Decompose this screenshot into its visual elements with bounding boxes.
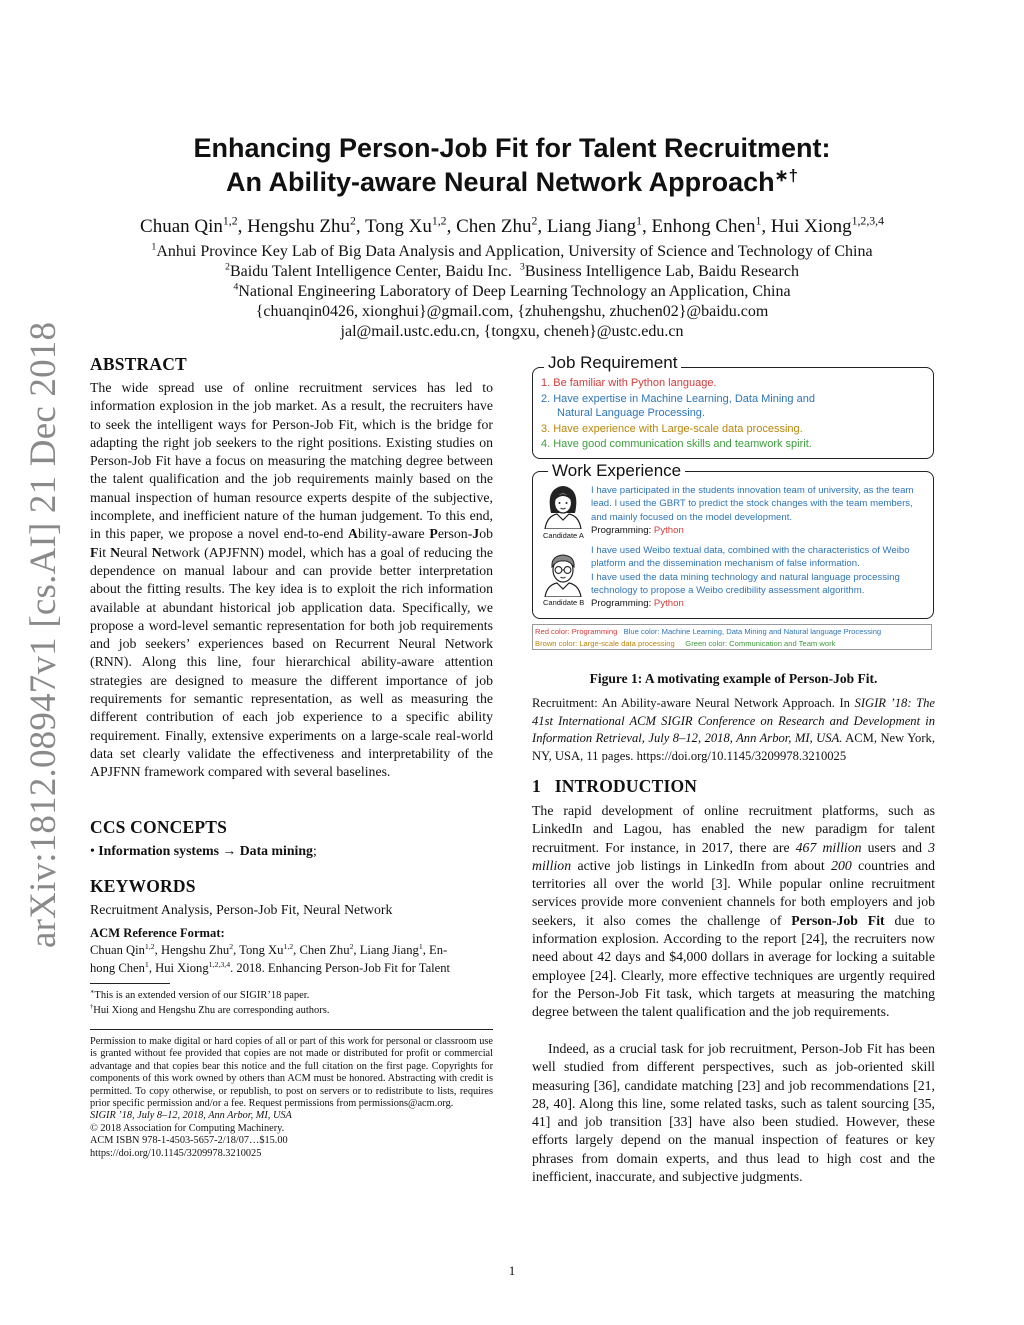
acm-reference-heading: ACM Reference Format: — [90, 926, 225, 940]
acm-reference-continuation: Recruitment: An Ability-aware Neural Network Approach. In SIGIR ’18: The 41st International ACM SIGIR Conference on Research and Development in Information Retrieval, July 8–12, 2018, Ann Arbor, MI, USA. ACM, New York, NY, USA, 11 pages. https://doi.org/10.1145/3209978.3210025 — [532, 696, 935, 763]
candidate-a-avatar-icon — [541, 483, 585, 529]
ccs-concepts: • Information systems → Data mining; — [90, 843, 317, 858]
paper-title-line2 — [60, 165, 964, 199]
legend-blue: Blue color: Machine Learning, Data Mining and Natural language Processing — [623, 627, 882, 636]
paper-title-line1: Enhancing Person-Job Fit for Talent Recruitment: — [193, 133, 831, 163]
author: Hui Xiong$^{1,2,3,4}$ — [770, 214, 884, 237]
author: Enhong Chen$^1$, — [651, 214, 771, 237]
candidate-b-avatar-icon — [541, 549, 585, 597]
abstract-heading: ABSTRACT — [90, 354, 187, 374]
emails-1: {chuanqin0426, xionghui}@gmail.com, {zhuhengshu, zhuchen02}@baidu.com — [255, 303, 769, 320]
author: Hengshu Zhu$^2$, — [247, 214, 366, 237]
abstract-body: The wide spread use of online recruitment services has led to information explosion in the job market. As a result, the recruiters have to seek the intelligent ways for Person-Job Fit, which is the bridge for adapting the right job seekers to the right positions. Existing studies on Person-Job Fit have a focus on measuring the matching degree between the talent qualification and the job requirements mainly based on the manual inspection of human resource experts despite of the subjective, incomplete, and inefficient nature of the human judgement. To this end, in this paper, we propose a novel end-to-end Ability-aware Person-Job Fit Neural Network (APJFNN) model, which has a goal of reducing the dependence on manual labour and can provide better interpretation about the fitting results. The key idea is to exploit the rich information available at abundant historical job application data. Specifically, we propose a word-level semantic representation for both job requirements and job seekers’ experiences based on Recurrent Neural Network (RNN). Along this line, four hierarchical ability-aware attention strategies are designed to measure the different importance of job requirements for semantic representation, as well as measuring the different contribution of each job experience to a specific ability requirement. Finally, extensive experiments on a large-scale real-world data set clearly validate the effectiveness and interpretability of the APJFNN framework compared with several baselines. — [90, 380, 493, 780]
candidate-b-programming: Programming: Python — [591, 598, 684, 609]
legend-green: Green color: Communication and Team work — [685, 639, 836, 648]
requirement-2b: Natural Language Processing. — [557, 407, 705, 419]
requirement-2a: 2. Have expertise in Machine Learning, Data Mining and — [541, 393, 815, 405]
candidate-a-label: Candidate A — [543, 531, 584, 540]
ccs-heading: CCS CONCEPTS — [90, 817, 228, 837]
figure-legend — [532, 624, 932, 650]
acm-reference-authors: Chuan Qin$^{1,2}$, Hengshu Zhu$^2$, Tong Xu$^{1,2}$, Chen Zhu$^2$, Liang Jiang$^1$, En- hong Chen$^1$, Hui Xiong$^{1,2,3,4}$. 2018. Enhancing Person-Job Fit for Talent — [90, 941, 451, 975]
keywords-heading: KEYWORDS — [90, 876, 196, 896]
candidate-b-experience-1: I have used Weibo textual data, combined with the characteristics of Weibo platform and the dissemination mechanism of false information. — [591, 545, 910, 570]
introduction-paragraph-1: The rapid development of online recruitment platforms, such as LinkedIn and Lagou, has enabled the new paradigm for talent recruitment. For instance, in 2017, there are 467 million users and 3 million active job listings in LinkedIn from about 200 countries and territories all over the world [3]. While popular online recruitment services provide more convenient channels for both employers and job seekers, it also comes the challenge of Person-Job Fit due to information explosion. According to the report [24], the recruiters now need about 42 days and $4,000 dollars in average for locking a suitable employee [24]. Clearly, more effective techniques are urgently required for the Person-Job Fit task, which targets at measuring the matching degree between the talent qualification and the job requirements. — [532, 803, 935, 1020]
title-marks: ∗† — [774, 166, 798, 185]
footnote-2: †Hui Xiong and Hengshu Zhu are corresponding authors. — [90, 1003, 330, 1016]
introduction-heading: 1 INTRODUCTION — [532, 776, 698, 796]
page-number: 1 — [508, 1263, 516, 1278]
author-list — [40, 216, 984, 238]
author: Chen Zhu$^2$, — [456, 214, 547, 237]
introduction-paragraph-2: Indeed, as a crucial task for job recruitment, Person-Job Fit has been well studied from different perspectives, such as job-oriented skill measuring [36], candidate matching [23] and job recommendations [21, 28, 40]. Along this line, some related tasks, such as talent sourcing [35, 41] and job transition [33] have also been studied. However, these efforts largely depend on the manual inspection of features or key phrases from domain experts, and thus lead to high cost and the inefficient, inaccurate, and subjective judgments. — [532, 1041, 935, 1185]
requirement-1: 1. Be familiar with Python language. — [541, 377, 717, 389]
permission-rule — [90, 1029, 493, 1030]
requirement-4: 4. Have good communication skills and teamwork spirit. — [541, 438, 812, 450]
candidate-b-experience-2: I have used the data mining technology and natural language processing technology to propose a Weibo credibility assessment algorithm. — [591, 572, 900, 597]
job-requirement-label: Job Requirement — [544, 353, 681, 373]
author: Liang Jiang$^1$, — [546, 214, 652, 237]
emails-2: jal@mail.ustc.edu.cn, {tongxu, cheneh}@ustc.edu.cn — [340, 323, 684, 340]
candidate-b-label: Candidate B — [543, 598, 585, 607]
arxiv-stamp: arXiv:1812.08947v1 [cs.AI] 21 Dec 2018 — [23, 321, 64, 948]
requirement-3: 3. Have experience with Large-scale data processing. — [541, 423, 803, 435]
candidate-a-programming: Programming: Python — [591, 525, 684, 536]
affiliation-2-3: $^2$Baidu Talent Intelligence Center, Baidu Inc. $^3$Business Intelligence Lab, Baidu Research — [225, 261, 799, 280]
author: Chuan Qin$^{1,2}$, — [140, 214, 248, 237]
candidate-a-experience: I have participated in the students innovation team of university, as the team lead. I used the GBRT to predict the stock changes with the team members, and mainly focused on the model development. — [591, 485, 914, 523]
keywords-text: Recruitment Analysis, Person-Job Fit, Neural Network — [90, 902, 393, 917]
legend-red: Red color: Programming — [535, 627, 618, 636]
title-line2-text: An Ability-aware Neural Network Approach — [226, 167, 775, 197]
affiliation-4: $^4$National Engineering Laboratory of Deep Learning Technology an Application, China — [233, 281, 791, 300]
footnote-rule — [90, 983, 170, 984]
figure-caption: Figure 1: A motivating example of Person-Job Fit. — [589, 671, 878, 686]
affiliation-1: $^1$Anhui Province Key Lab of Big Data Analysis and Application, University of Science and Technology of China — [151, 241, 873, 260]
permission-block: Permission to make digital or hard copies of all or part of this work for personal or classroom use is granted without fee provided that copies are not made or distributed for profit or commercial advantage and that copies bear this notice and the full citation on the first page. Copyrights for components of this work owned by others than ACM must be honored. Abstracting with credit is permitted. To copy otherwise, or republish, to post on servers or to redistribute to lists, requires prior specific permission and/or a fee. Request permissions from permissions@acm.org. SIGIR ’18, July 8–12, 2018, Ann Arbor, MI, USA © 2018 Association for Computing Machinery. ACM ISBN 978-1-4503-5657-2/18/07…$15.00 https://doi.org/10.1145/3209978.3210025 — [90, 1036, 493, 1159]
legend-brown: Brown color: Large-scale data processing — [535, 639, 675, 648]
footnote-1: ∗This is an extended version of our SIGIR’18 paper. — [90, 988, 310, 1001]
author: Tong Xu$^{1,2}$, — [365, 214, 457, 237]
work-experience-label: Work Experience — [548, 461, 685, 481]
